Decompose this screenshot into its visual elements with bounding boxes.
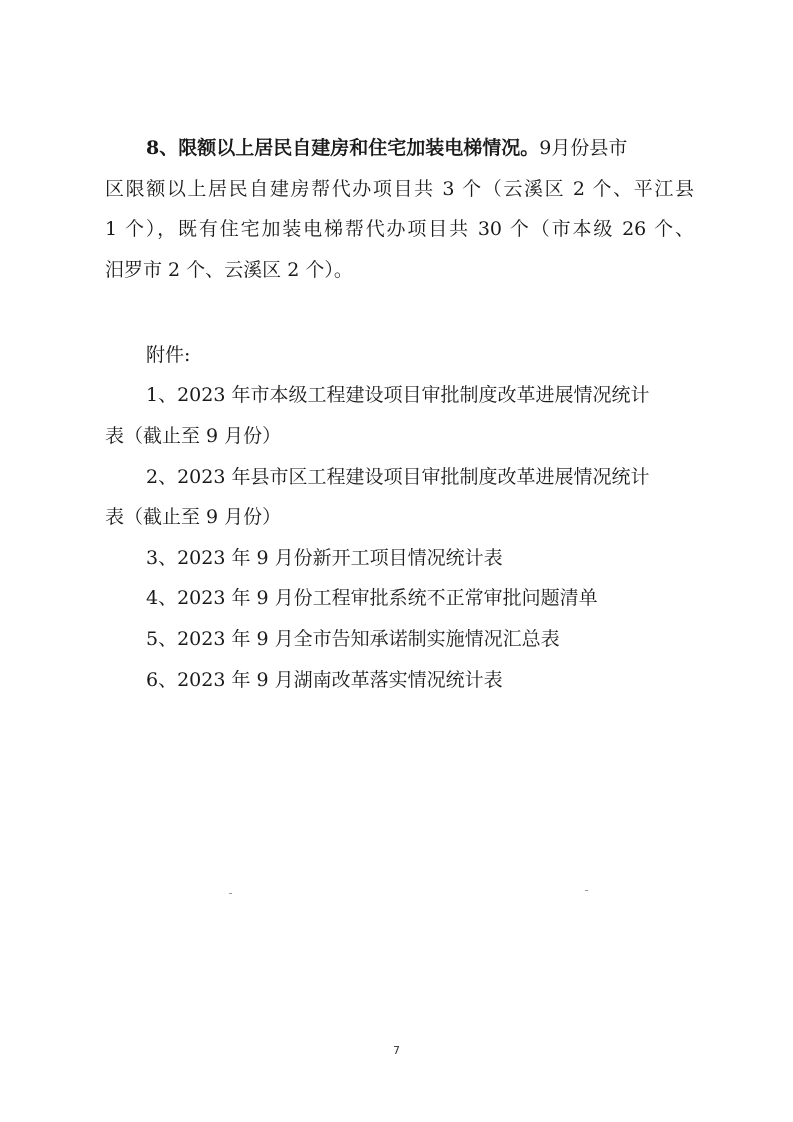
section8-line2: 区限额以上居民自建房帮代办项目共 3 个（云溪区 2 个、平江县 [105,178,694,200]
attachment-item-3: 3、2023 年 9 月份新开工项目情况统计表 [146,547,503,569]
section8-line4: 汨罗市 2 个、云溪区 2 个）。 [105,259,353,281]
scan-speck [585,890,588,891]
attachment-item-1-continuation: 表（截止至 9 月份） [105,425,282,447]
attachment-item-2: 2、2023 年县市区工程建设项目审批制度改革进展情况统计 [146,466,650,488]
attachment-item-5: 5、2023 年 9 月全市告知承诺制实施情况汇总表 [146,628,560,650]
section8-line1-rest: 9月份县市 [539,137,628,159]
page-number: 7 [393,1044,400,1057]
section8-line1 [146,136,627,160]
attachment-item-4: 4、2023 年 9 月份工程审批系统不正常审批问题清单 [146,587,598,609]
section8-line3: 1 个），既有住宅加装电梯帮代办项目共 30 个（市本级 26 个、 [105,218,694,240]
section8-heading: 8、限额以上居民自建房和住宅加装电梯情况。 [146,137,540,159]
attachment-item-6: 6、2023 年 9 月湖南改革落实情况统计表 [146,669,503,691]
attachment-item-1: 1、2023 年市本级工程建设项目审批制度改革进展情况统计 [146,384,650,406]
attachment-item-2-continuation: 表（截止至 9 月份） [105,506,282,528]
attachments-label: 附件: [146,344,191,366]
scan-speck [229,893,232,894]
